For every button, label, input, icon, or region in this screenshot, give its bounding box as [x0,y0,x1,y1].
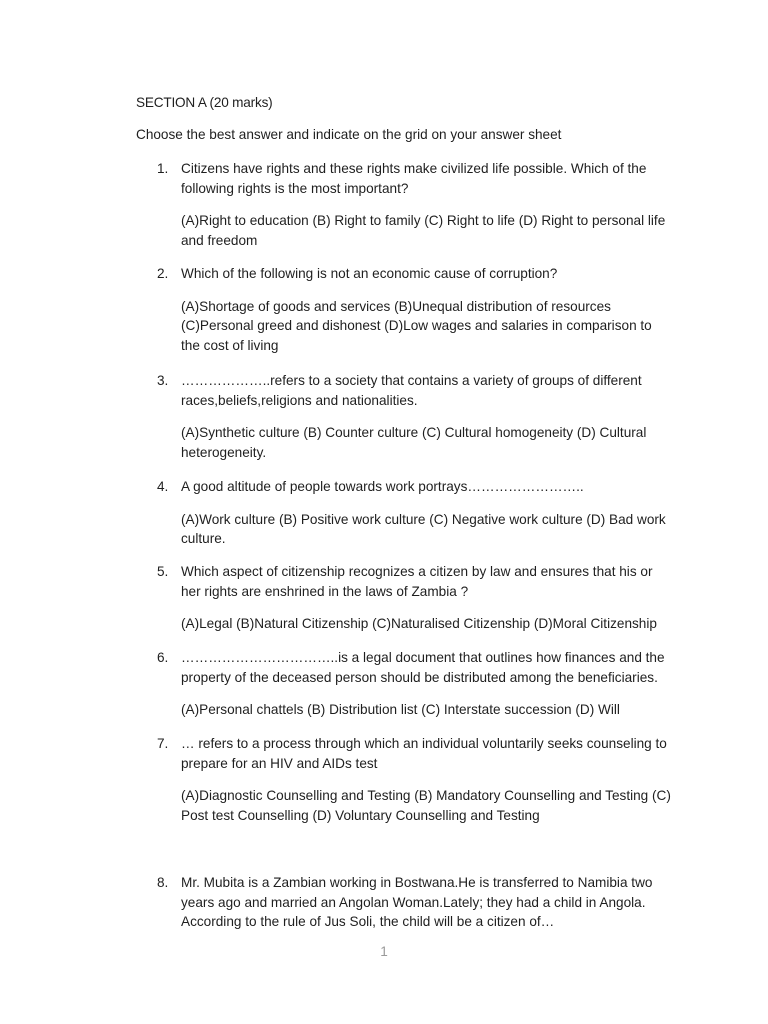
question-2 [157,264,687,355]
question-number: 2. [157,266,169,281]
question-options: (A)Personal chattels (B) Distribution list (C) Interstate succession (D) Will [181,702,620,718]
question-number: 5. [157,564,169,579]
question-text: A good altitude of people towards work portrays…………………….. [181,479,584,494]
section-title: SECTION A (20 marks) [136,95,273,110]
question-text: Which of the following is not an economic cause of corruption? [181,266,558,281]
question-options: (A)Work culture (B) Positive work culture (C) Negative work culture (D) Bad work culture. [181,511,666,547]
question-number: 1. [157,161,169,176]
question-text: Which aspect of citizenship recognizes a citizen by law and ensures that his or her rights are enshrined in the laws of Zambia ? [181,564,653,599]
question-4 [157,477,687,549]
question-options: (A)Synthetic culture (B) Counter culture (C) Cultural homogeneity (D) Cultural heterogeneity. [181,425,647,460]
question-7 [157,734,687,825]
question-number: 6. [157,650,169,665]
question-text: Citizens have rights and these rights make civilized life possible. Which of the following rights is the most important? [181,161,647,196]
question-number: 8. [157,875,169,890]
question-options: (A)Legal (B)Natural Citizenship (C)Naturalised Citizenship (D)Moral Citizenship [181,616,657,632]
question-text: ……………………………..is a legal document that outlines how finances and the property of the deceased person should be distributed among the beneficiaries. [181,650,665,685]
question-number: 7. [157,736,169,751]
question-text: ………………..refers to a society that contains a variety of groups of different races,beliefs,religions and nationalities. [181,373,642,408]
question-6 [157,648,687,720]
question-number: 3. [157,373,169,388]
question-text: Mr. Mubita is a Zambian working in Bostwana.He is transferred to Namibia two years ago and married an Angolan Woman.Lately; they had a child in Angola. According to the rule of Jus Soli, the child will be a citizen of… [181,875,653,930]
question-1 [157,159,687,250]
question-8 [157,873,687,932]
question-number: 4. [157,479,169,494]
question-options: (A)Diagnostic Counselling and Testing (B) Mandatory Counselling and Testing (C) Post test Counselling (D) Voluntary Counselling and Testing [181,788,671,823]
question-5 [157,562,687,634]
instructions: Choose the best answer and indicate on the grid on your answer sheet [136,127,562,142]
question-options: (A)Shortage of goods and services (B)Unequal distribution of resources (C)Personal greed and dishonest (D)Low wages and salaries in comparison to the cost of living [181,298,652,353]
question-3 [157,371,687,462]
page-number: 1 [380,944,388,959]
question-options: (A)Right to education (B) Right to family (C) Right to life (D) Right to personal life and freedom [181,213,666,248]
question-text: … refers to a process through which an individual voluntarily seeks counseling to prepare for an HIV and AIDs test [181,736,667,771]
